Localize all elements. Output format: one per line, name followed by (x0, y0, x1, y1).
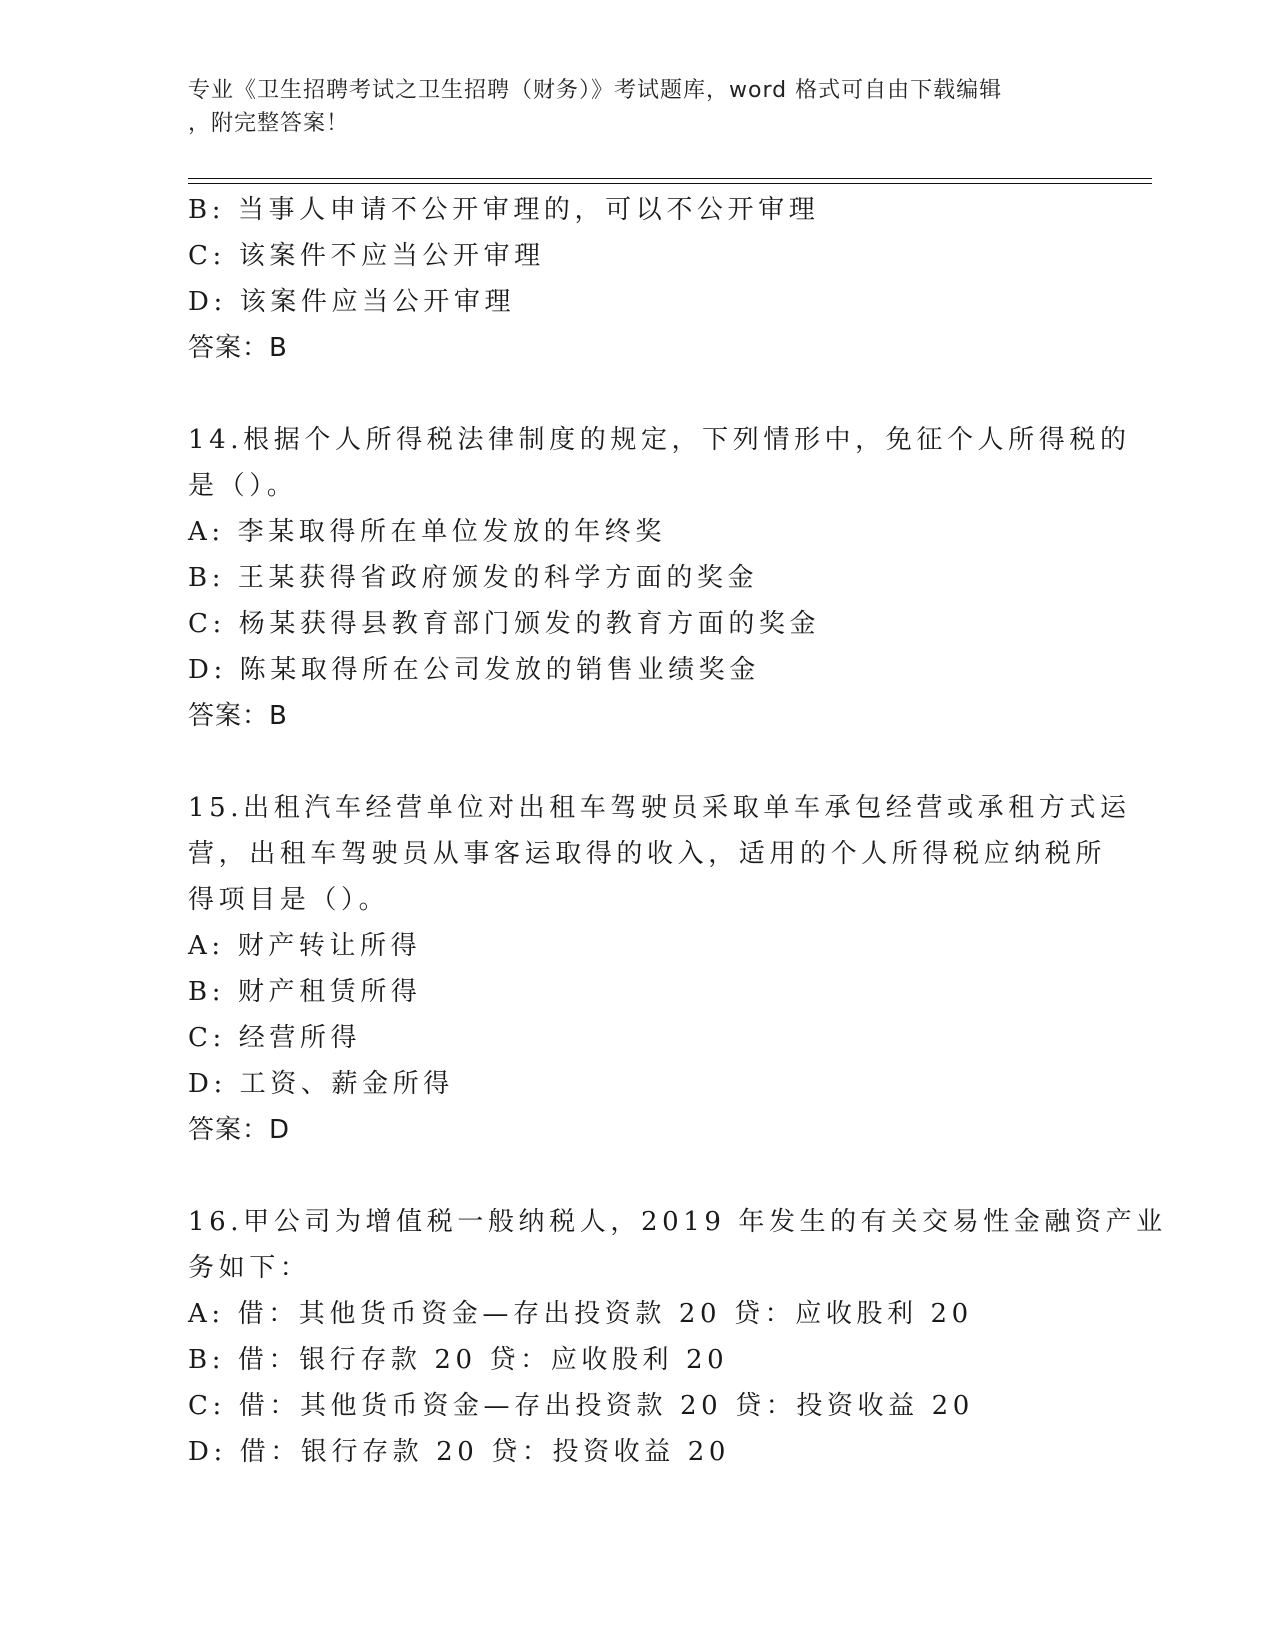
option-d: D: 借：银行存款 20 贷：投资收益 20 (188, 1437, 731, 1467)
document-body (188, 187, 1167, 1475)
option-d: D: 工资、薪金所得 (188, 1069, 454, 1099)
header-line-2: ，附完整答案！ (188, 111, 350, 136)
option-a: A: 李某取得所在单位发放的年终奖 (188, 517, 667, 547)
question-14 (188, 417, 1131, 739)
option-a: A: 借：其他货币资金—存出投资款 20 贷：应收股利 20 (188, 1299, 973, 1329)
answer-line: 答案：D (188, 1115, 291, 1145)
option-d: D: 该案件应当公开审理 (188, 287, 516, 317)
header-divider-bottom (188, 183, 1152, 184)
option-c: C: 经营所得 (188, 1023, 362, 1053)
document-header (188, 74, 1078, 140)
question-13-continued (188, 187, 1088, 371)
question-15 (188, 785, 1131, 1153)
option-b: B: 王某获得省政府颁发的科学方面的奖金 (188, 563, 759, 593)
question-stem-line: 得项目是（）。 (188, 885, 390, 915)
option-c: C: 借：其他货币资金—存出投资款 20 贷：投资收益 20 (188, 1391, 974, 1421)
header-divider-top (188, 178, 1152, 179)
question-stem-line: 14.根据个人所得税法律制度的规定，下列情形中，免征个人所得税的 (188, 425, 1131, 455)
question-stem-line: 营，出租车驾驶员从事客运取得的收入，适用的个人所得税应纳税所 (188, 839, 1107, 869)
question-stem-line: 15.出租汽车经营单位对出租车驾驶员采取单车承包经营或承租方式运 (188, 793, 1131, 823)
option-b: B: 财产租赁所得 (188, 977, 422, 1007)
option-a: A: 财产转让所得 (188, 931, 422, 961)
header-line-1: 专业《卫生招聘考试之卫生招聘（财务）》考试题库，word 格式可自由下载编辑 (188, 78, 1003, 103)
question-stem-line: 16.甲公司为增值税一般纳税人，2019 年发生的有关交易性金融资产业 (188, 1207, 1167, 1237)
question-stem-line: 是（）。 (188, 471, 298, 501)
option-d: D: 陈某取得所在公司发放的销售业绩奖金 (188, 655, 760, 685)
answer-line: 答案：B (188, 701, 288, 731)
option-b: B: 当事人申请不公开审理的，可以不公开审理 (188, 195, 820, 225)
answer-line: 答案：B (188, 333, 288, 363)
option-c: C: 杨某获得县教育部门颁发的教育方面的奖金 (188, 609, 821, 639)
question-stem-line: 务如下： (188, 1253, 311, 1283)
question-16 (188, 1199, 1167, 1475)
option-b: B: 借：银行存款 20 贷：应收股利 20 (188, 1345, 729, 1375)
option-c: C: 该案件不应当公开审理 (188, 241, 545, 271)
